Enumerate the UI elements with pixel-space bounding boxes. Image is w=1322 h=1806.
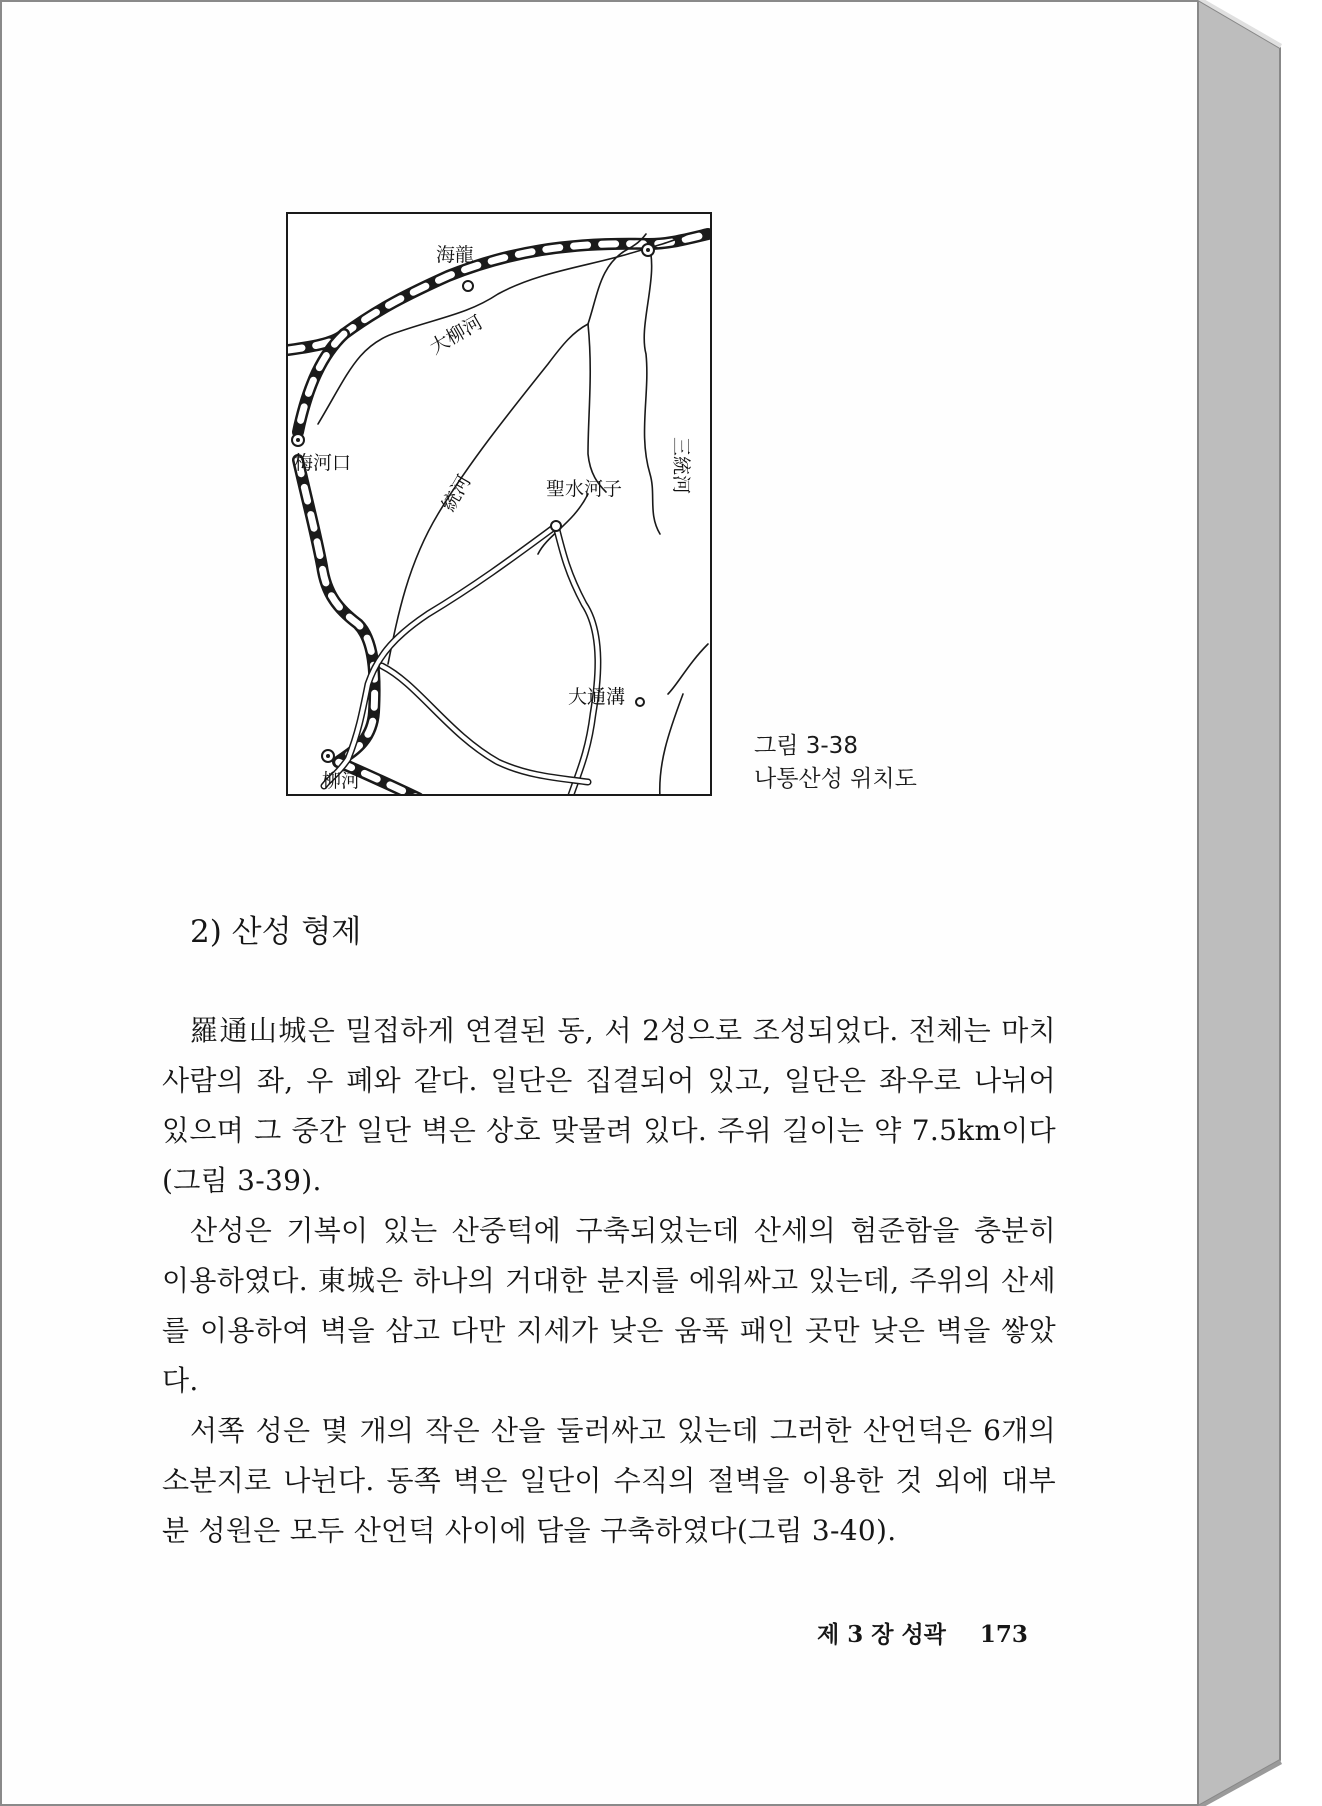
location-map [286, 212, 712, 796]
town-marker-hailong [463, 281, 473, 291]
place-label-liuhe: 柳河 [322, 770, 361, 792]
caption-title: 나통산성 위치도 [754, 766, 917, 792]
town-marker-datonggou [636, 698, 644, 706]
page-footer [817, 1616, 1028, 1649]
place-label-meihekou: 梅河口 [294, 452, 352, 474]
river-santonghe [644, 242, 660, 534]
page-number: 173 [979, 1621, 1028, 1648]
section-heading: 2) 산성 형제 [190, 914, 362, 950]
place-label-hailong: 海龍 [436, 244, 475, 266]
paragraph: 서쪽 성은 몇 개의 작은 산을 둘러싸고 있는데 그러한 산언덕은 6개의 소분지로 나뉜다. 동쪽 벽은 일단이 수직의 절벽을 이용한 것 외에 대부분 성원은 모두 산언덕 사이에 담을 구축하였다(그림 3-40). [162, 1414, 1056, 1547]
place-label-tonghe: 統河 [437, 471, 476, 516]
place-label-datonggou: 大通溝 [568, 686, 626, 708]
road-west [382, 666, 588, 782]
body-text [162, 1006, 1056, 1556]
place-label-santonghe: 三統河 [670, 436, 693, 495]
paragraph: 산성은 기복이 있는 산중턱에 구축되었는데 산세의 험준함을 충분히 이용하였다. 東城은 하나의 거대한 분지를 에워싸고 있는데, 주위의 산세를 이용하여 벽을 삼고 다만 지세가 낮은 움푹 패인 곳만 낮은 벽을 쌓았다. [162, 1214, 1056, 1397]
book-edge [1198, 0, 1322, 1806]
river-branch [588, 324, 606, 492]
figure-caption [754, 730, 917, 796]
town-marker-shengshuihezi [551, 521, 561, 531]
road-south [556, 526, 598, 796]
paragraph: 羅通山城은 밀접하게 연결된 동, 서 2성으로 조성되었다. 전체는 마치 사람의 좌, 우 폐와 같다. 일단은 집결되어 있고, 일단은 좌우로 나뉘어 있으며 그 중간 일단 벽은 상호 맞물려 있다. 주위 길이는 약 7.5km이다(그림 3-39). [162, 1014, 1056, 1197]
place-label-daliuhe: 大柳河 [426, 311, 487, 359]
place-label-shengshuihezi: 聖水河子 [546, 478, 623, 500]
chapter-title: 제 3 장 성곽 [817, 1621, 946, 1648]
map-drawing [288, 214, 712, 796]
caption-number: 그림 3-38 [754, 733, 858, 759]
